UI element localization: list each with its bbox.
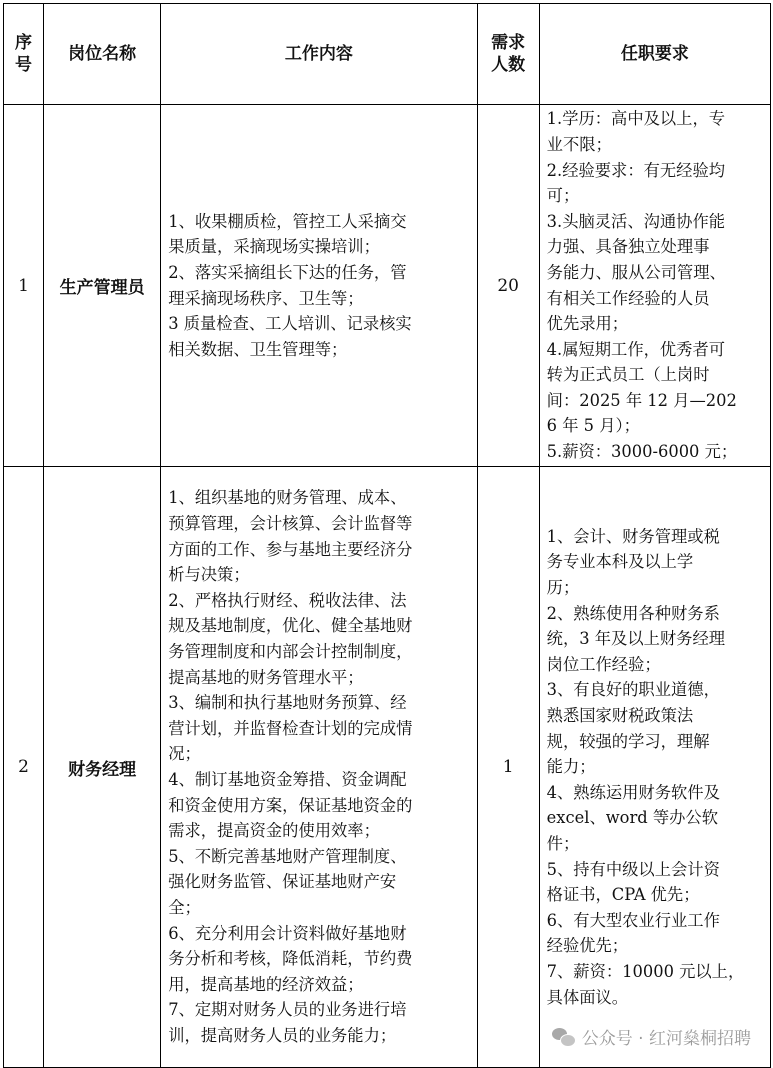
text-line: 3 质量检查、工人培训、记录核实: [168, 314, 412, 334]
text-line: 规及基地制度，优化、健全基地财: [168, 616, 413, 636]
job-content: [161, 105, 477, 467]
wechat-icon: [552, 1028, 574, 1046]
job-table: [3, 3, 771, 1068]
text-line: 1.学历：高中及以上，专: [546, 109, 726, 129]
header-requirements: 任职要求: [539, 4, 770, 105]
header-no-line: 号: [15, 55, 33, 75]
job-requirements: [539, 105, 770, 467]
text-line: 2.经验要求：有无经验均: [546, 160, 726, 180]
text-line: 历；: [546, 578, 580, 598]
watermark-text: 公众号 · 红河燊桐招聘: [581, 1029, 751, 1049]
text-line: 1、会计、财务管理或税: [546, 526, 720, 546]
text-line: 4、制订基地资金筹措、资金调配: [168, 770, 407, 789]
text-line: 训，提高财务人员的业务能力；: [168, 1025, 397, 1045]
text-line: 规，较强的学习，理解: [546, 731, 710, 751]
text-line: 可；: [546, 186, 580, 206]
text-line: 件；: [546, 833, 580, 853]
text-line: 转为正式员工（上岗时: [546, 365, 710, 385]
text-line: 析与决策；: [168, 565, 250, 585]
text-line: excel、word 等办公软: [546, 808, 718, 828]
table-row: [4, 467, 771, 1068]
text-line: 1、收果棚质检，管控工人采摘交: [168, 211, 407, 231]
text-line: 方面的工作、参与基地主要经济分: [168, 539, 413, 559]
text-line: 2、严格执行财经、税收法律、法: [168, 590, 407, 610]
text-line: 优先录用；: [546, 314, 629, 334]
table-row: [4, 105, 771, 467]
text-line: 4.属短期工作，优秀者可: [546, 339, 726, 359]
text-line: 有相关工作经验的人员: [546, 288, 710, 308]
text-line: 7、薪资：10000 元以上，: [546, 961, 745, 981]
text-line: 务能力、服从公司管理、: [546, 262, 726, 282]
text-line: 3.头脑灵活、沟通协作能: [546, 211, 726, 231]
text-line: 力强、具备独立处理事: [546, 237, 710, 257]
row-number: 2: [4, 467, 44, 1068]
headcount: 1: [477, 467, 539, 1068]
header-count-line: 需求: [491, 33, 526, 53]
text-line: 务专业本科及以上学: [546, 552, 694, 572]
header-name: 岗位名称: [44, 4, 161, 105]
header-count-line: 人数: [491, 55, 526, 75]
text-line: 6、充分利用会计资料做好基地财: [168, 923, 407, 943]
text-line: 营计划，并监督检查计划的完成情: [168, 718, 413, 738]
text-line: 具体面议。: [546, 987, 629, 1007]
text-line: 况；: [168, 744, 201, 764]
headcount: 20: [477, 105, 539, 467]
text-line: 2、落实采摘组长下达的任务，管: [168, 262, 407, 282]
text-line: 间：2025 年 12 月—202: [546, 390, 737, 410]
text-line: 果质量，采摘现场实操培训；: [168, 237, 380, 257]
text-line: 6、有大型农业行业工作: [546, 910, 720, 930]
text-line: 相关数据、卫生管理等；: [168, 339, 348, 359]
job-content: [161, 467, 477, 1068]
position-name: 生产管理员: [44, 105, 161, 467]
row-number: 1: [4, 105, 44, 467]
text-line: 预算管理，会计核算、会计监督等: [168, 514, 413, 534]
header-row: [4, 4, 771, 105]
text-line: 用，提高基地的经济效益；: [168, 974, 364, 994]
text-line: 和资金使用方案，保证基地资金的: [168, 795, 413, 815]
text-line: 经验优先；: [546, 936, 629, 956]
text-line: 格证书，CPA 优先；: [546, 885, 700, 905]
header-count: [477, 4, 539, 105]
text-line: 3、编制和执行基地财务预算、经: [168, 693, 407, 713]
text-line: 强化财务监管、保证基地财产安: [168, 872, 397, 892]
text-line: 1、组织基地的财务管理、成本、: [168, 488, 407, 508]
text-line: 理采摘现场秩序、卫生等；: [168, 288, 364, 308]
text-line: 6 年 5 月）；: [546, 416, 640, 436]
position-name: 财务经理: [44, 467, 161, 1068]
job-requirements: [539, 467, 770, 1068]
text-line: 5.薪资：3000-6000 元；: [546, 442, 738, 462]
header-content: 工作内容: [161, 4, 477, 105]
text-line: 务分析和考核，降低消耗，节约费: [168, 949, 413, 969]
header-no-line: 序: [15, 33, 33, 53]
text-line: 4、熟练运用财务软件及: [546, 782, 720, 802]
text-line: 2、熟练使用各种财务系: [546, 603, 720, 623]
text-line: 统，3 年及以上财务经理: [546, 629, 726, 649]
text-line: 5、不断完善基地财产管理制度、: [168, 846, 407, 866]
header-no: [4, 4, 44, 105]
text-line: 熟悉国家财税政策法: [546, 706, 694, 726]
text-line: 需求，提高资金的使用效率；: [168, 821, 380, 841]
text-line: 岗位工作经验；: [546, 654, 661, 674]
watermark: [552, 1024, 751, 1049]
text-line: 务管理制度和内部会计控制制度，: [168, 642, 413, 662]
text-line: 能力；: [546, 757, 596, 777]
text-line: 提高基地的财务管理水平；: [168, 667, 364, 687]
text-line: 5、持有中级以上会计资: [546, 859, 720, 879]
text-line: 全；: [168, 897, 201, 917]
text-line: 3、有良好的职业道德，: [546, 680, 720, 700]
text-line: 7、定期对财务人员的业务进行培: [168, 1000, 407, 1020]
text-line: 业不限；: [546, 134, 612, 154]
